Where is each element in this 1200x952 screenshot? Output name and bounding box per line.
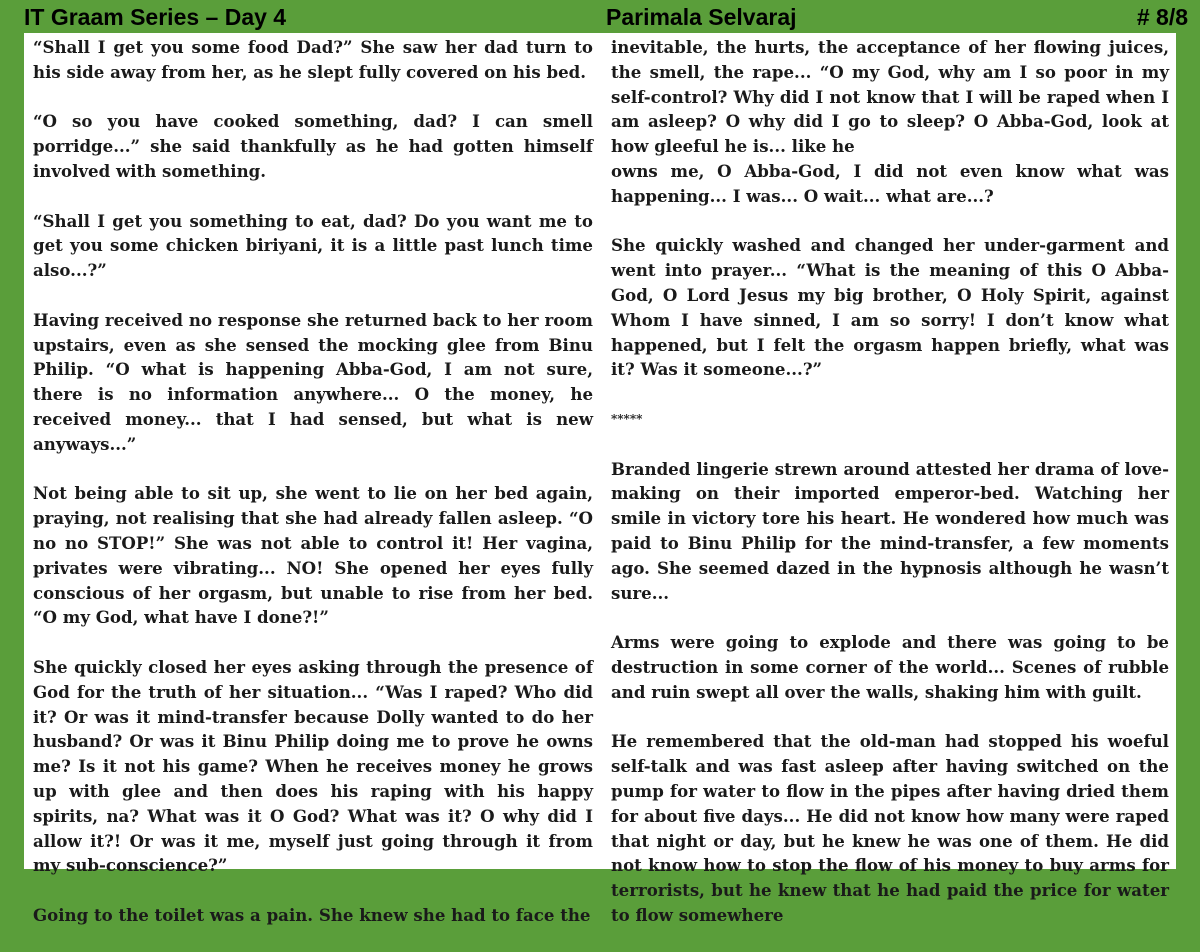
right-column [611,35,1169,952]
series-title: IT Graam Series – Day 4 [24,4,287,30]
paragraph: Arms were going to explode and there was going to be destruction in some corner of the world... Scenes of rubble and ruin swept all over the walls, shaking him with guilt. [611,632,1169,702]
paragraph: She quickly closed her eyes asking through the presence of God for the truth of her situation... “Was I raped? Who did it? Or was it mind-transfer because Dolly wanted to do her husband? Or was it Binu Philip doing me to prove he owns me? Is it not his game? When he receives money he grows up with glee and then does his raping with his happy spirits, na? What was it O God? What was it? O why did I allow it?! Or was it me, myself just going through it from my sub-conscience?” [33,656,593,876]
paragraph: “Shall I get you something to eat, dad? Do you want me to get you some chicken biriyani, it is a little past lunch time also...?” [33,210,593,281]
author-name: Parimala Selvaraj [606,4,797,30]
paragraph: “Shall I get you some food Dad?” She saw her dad turn to his side away from her, as he slept fully covered on his bed. [33,37,593,82]
paragraph: He remembered that the old-man had stopped his woeful self-talk and was fast asleep after having switched on the pump for water to flow in the pipes after having dried them for about five days... He did not know how many were raped that night or day, but he knew he was one of them. He did not know how to stop the flow of his money to buy arms for terrorists, but he knew that he had paid the price for water to flow somewhere [611,731,1169,925]
paragraph: Not being able to sit up, she went to lie on her bed again, praying, not realising that she had already fallen asleep. “O no no STOP!” She was not able to control it! Her vagina, privates were vibrating... NO! She opened her eyes fully conscious of her orgasm, but unable to rise from her bed. “O my God, what have I done?!” [33,483,593,628]
paragraph: Branded lingerie strewn around attested her drama of love-making on their imported emperor-bed. Watching her smile in victory tore his heart. He wondered how much was paid to Binu Philip for the mind-transfer, a few moments ago. She seemed dazed in the hypnosis although he wasn’t sure... [611,458,1169,603]
paragraph: Having received no response she returned back to her room upstairs, even as she sensed the mocking glee from Binu Philip. “O what is happening Abba-God, I am not sure, there is no information anywhere... O the money, he received money... that I had sensed, but what is new anyways...” [33,309,593,454]
paragraph: owns me, O Abba-God, I did not even know what was happening... I was... O wait... what are...? [611,160,1169,206]
paragraph: She quickly washed and changed her under-garment and went into prayer... “What is the meaning of this O Abba-God, O Lord Jesus my big brother, O Holy Spirit, against Whom I have sinned, I am so sorry! I don’t know what happened, but I felt the orgasm happen briefly, what was it? Was it someone...?” [611,235,1169,380]
paragraph: inevitable, the hurts, the acceptance of her flowing juices, the smell, the rape... “O my God, why am I so poor in my self-control? Why did I not know that I will be raped when I am asleep? O why did I go to sleep? O Abba-God, look at how gleeful he is... like he [611,37,1169,157]
left-column [33,35,593,952]
paragraph: “O so you have cooked something, dad? I can smell porridge...” she said thankfully as he had gotten himself involved with something. [33,111,593,181]
paragraph: Going to the toilet was a pain. She knew she had to face the [33,904,591,925]
page-number: # 8/8 [1136,4,1188,30]
page-content [24,33,1176,925]
section-separator: ***** [611,411,643,426]
